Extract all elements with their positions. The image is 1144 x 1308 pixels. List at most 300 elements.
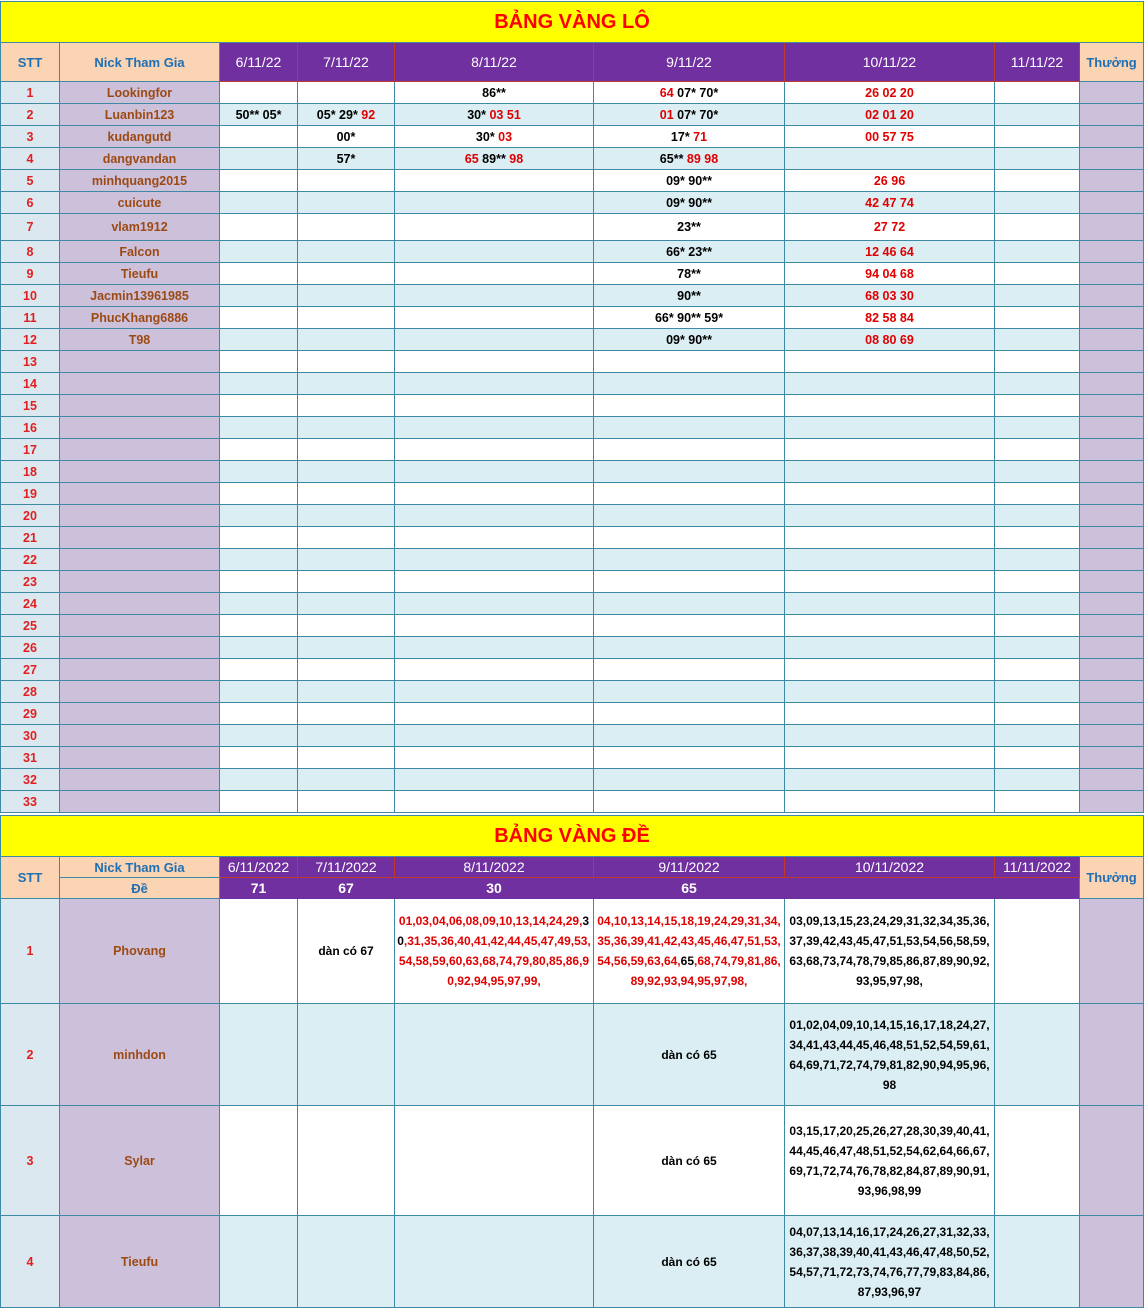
lo-table-row bbox=[1, 104, 1144, 126]
lo-date-cell bbox=[594, 241, 785, 263]
cell-value-segment: 94 04 68 bbox=[865, 266, 914, 281]
cell-value-segment: 00* bbox=[336, 129, 356, 144]
lo-date-cell bbox=[395, 659, 594, 681]
cell-value-segment: 98 bbox=[509, 151, 524, 166]
row-nick bbox=[60, 725, 220, 747]
lo-date-cell bbox=[995, 527, 1080, 549]
lo-date-cell bbox=[395, 285, 594, 307]
row-thuong bbox=[1080, 703, 1144, 725]
lo-date-cell bbox=[395, 791, 594, 813]
lo-date-cell bbox=[785, 395, 995, 417]
cell-value-segment: 92 bbox=[361, 107, 376, 122]
de-header-stt: STT bbox=[1, 857, 60, 899]
cell-value-segment: 64 bbox=[659, 85, 674, 100]
lo-date-cell bbox=[594, 505, 785, 527]
lo-date-cell bbox=[995, 593, 1080, 615]
lo-table-row bbox=[1, 263, 1144, 285]
de-table bbox=[0, 815, 1144, 1308]
cell-value-segment: 09* 90** bbox=[666, 332, 712, 347]
cell-value-segment: 03 51 bbox=[489, 107, 521, 122]
lo-date-cell bbox=[785, 351, 995, 373]
de-table-row bbox=[1, 899, 1144, 1004]
lo-date-cell bbox=[395, 505, 594, 527]
lo-date-cell bbox=[298, 148, 395, 170]
row-nick bbox=[60, 373, 220, 395]
cell-value-segment: 66* 23** bbox=[666, 244, 712, 259]
lo-date-cell bbox=[785, 527, 995, 549]
row-nick: Luanbin123 bbox=[60, 104, 220, 126]
row-thuong bbox=[1080, 483, 1144, 505]
de-header-thuong: Thưởng bbox=[1080, 857, 1144, 899]
lo-table-row bbox=[1, 483, 1144, 505]
lo-table-row bbox=[1, 461, 1144, 483]
cell-value-segment: 09* 90** bbox=[666, 173, 712, 188]
cell-value-segment: 30 bbox=[397, 914, 590, 948]
cell-value-segment: 17* bbox=[670, 129, 694, 144]
lo-date-cell bbox=[594, 769, 785, 791]
lo-table-row bbox=[1, 126, 1144, 148]
cell-value-segment: 00 57 75 bbox=[865, 129, 914, 144]
lo-header-stt: STT bbox=[1, 43, 60, 82]
row-stt: 8 bbox=[1, 241, 60, 263]
lo-date-cell bbox=[785, 791, 995, 813]
lo-date-cell bbox=[395, 725, 594, 747]
row-stt: 9 bbox=[1, 263, 60, 285]
lo-table bbox=[0, 1, 1144, 813]
lo-date-cell bbox=[395, 461, 594, 483]
cell-value-segment: 86** bbox=[482, 85, 506, 100]
lo-date-cell bbox=[220, 192, 298, 214]
lo-date-cell bbox=[785, 263, 995, 285]
lo-date-cell bbox=[594, 417, 785, 439]
lo-date-cell bbox=[395, 527, 594, 549]
lo-date-cell bbox=[298, 241, 395, 263]
row-stt: 20 bbox=[1, 505, 60, 527]
cell-value-segment: 82 58 84 bbox=[865, 310, 914, 325]
lo-table-row bbox=[1, 241, 1144, 263]
row-stt: 29 bbox=[1, 703, 60, 725]
row-thuong bbox=[1080, 351, 1144, 373]
lo-date-cell bbox=[594, 307, 785, 329]
row-nick: Tieufu bbox=[60, 1216, 220, 1308]
row-stt: 3 bbox=[1, 1106, 60, 1216]
lo-date-cell bbox=[594, 192, 785, 214]
de-date-cell bbox=[594, 899, 785, 1004]
de-date-cell bbox=[594, 1004, 785, 1106]
lo-date-cell bbox=[785, 747, 995, 769]
lo-table-row bbox=[1, 527, 1144, 549]
lo-date-cell bbox=[594, 126, 785, 148]
row-thuong bbox=[1080, 725, 1144, 747]
row-nick bbox=[60, 769, 220, 791]
cell-value-segment: 65 bbox=[464, 151, 479, 166]
de-date-cell bbox=[995, 899, 1080, 1004]
de-result-value bbox=[785, 878, 995, 899]
row-nick: cuicute bbox=[60, 192, 220, 214]
row-nick bbox=[60, 593, 220, 615]
lo-date-cell bbox=[220, 439, 298, 461]
row-thuong bbox=[1080, 148, 1144, 170]
lo-date-cell bbox=[395, 82, 594, 104]
lo-date-cell bbox=[220, 681, 298, 703]
lo-date-cell bbox=[995, 351, 1080, 373]
de-date-cell bbox=[298, 899, 395, 1004]
row-thuong bbox=[1080, 899, 1144, 1004]
row-thuong bbox=[1080, 329, 1144, 351]
lo-date-cell bbox=[220, 791, 298, 813]
lo-date-cell bbox=[785, 307, 995, 329]
row-stt: 32 bbox=[1, 769, 60, 791]
cell-value-segment: 68 03 30 bbox=[865, 288, 914, 303]
lo-date-cell bbox=[220, 82, 298, 104]
de-date-cell bbox=[298, 1004, 395, 1106]
de-date-cell bbox=[395, 899, 594, 1004]
cell-value-segment: 89 98 bbox=[686, 151, 719, 166]
lo-date-cell bbox=[395, 148, 594, 170]
lo-date-cell bbox=[785, 104, 995, 126]
de-header-date: 8/11/2022 bbox=[395, 857, 594, 878]
lo-date-cell bbox=[594, 725, 785, 747]
row-nick bbox=[60, 505, 220, 527]
row-thuong bbox=[1080, 527, 1144, 549]
lo-date-cell bbox=[594, 659, 785, 681]
lo-date-cell bbox=[594, 439, 785, 461]
cell-value-segment: 30* bbox=[475, 129, 499, 144]
cell-value-segment: 07* 70* bbox=[673, 85, 719, 100]
lo-date-cell bbox=[220, 373, 298, 395]
row-thuong bbox=[1080, 769, 1144, 791]
lo-date-cell bbox=[594, 214, 785, 241]
row-nick: Lookingfor bbox=[60, 82, 220, 104]
lo-date-cell bbox=[220, 549, 298, 571]
cell-value-segment: 26 02 20 bbox=[865, 85, 914, 100]
lo-date-cell bbox=[995, 104, 1080, 126]
de-header-row bbox=[1, 857, 1144, 878]
cell-value-segment: 23** bbox=[677, 220, 701, 234]
row-thuong bbox=[1080, 214, 1144, 241]
lo-date-cell bbox=[995, 192, 1080, 214]
lo-date-cell bbox=[594, 549, 785, 571]
lo-date-cell bbox=[220, 747, 298, 769]
lo-date-cell bbox=[298, 637, 395, 659]
lo-header-date: 9/11/22 bbox=[594, 43, 785, 82]
de-date-cell bbox=[220, 1004, 298, 1106]
lo-date-cell bbox=[395, 747, 594, 769]
row-nick: minhdon bbox=[60, 1004, 220, 1106]
lo-date-cell bbox=[594, 747, 785, 769]
de-date-cell bbox=[395, 1216, 594, 1308]
row-thuong bbox=[1080, 285, 1144, 307]
lo-date-cell bbox=[785, 659, 995, 681]
lo-date-cell bbox=[395, 439, 594, 461]
lo-table-row bbox=[1, 571, 1144, 593]
row-thuong bbox=[1080, 241, 1144, 263]
de-header-date: 10/11/2022 bbox=[785, 857, 995, 878]
lo-date-cell bbox=[395, 417, 594, 439]
row-stt: 30 bbox=[1, 725, 60, 747]
lo-table-row bbox=[1, 549, 1144, 571]
lo-date-cell bbox=[594, 527, 785, 549]
lo-date-cell bbox=[298, 505, 395, 527]
de-result-value bbox=[995, 878, 1080, 899]
lo-date-cell bbox=[220, 329, 298, 351]
cell-value-segment: 03,09,13,15,23,24,29,31,32,34,35,36,37,39,42,43,45,47,51,53,54,56,58,59,63,68,73,74,78,79,85,86,87,89,90,92,93,95,97,98, bbox=[789, 914, 990, 988]
lo-date-cell bbox=[395, 373, 594, 395]
row-thuong bbox=[1080, 681, 1144, 703]
lo-header-nick: Nick Tham Gia bbox=[60, 43, 220, 82]
lo-date-cell bbox=[785, 703, 995, 725]
lo-date-cell bbox=[785, 615, 995, 637]
lo-date-cell bbox=[594, 170, 785, 192]
de-date-cell bbox=[785, 1106, 995, 1216]
row-stt: 13 bbox=[1, 351, 60, 373]
lo-date-cell bbox=[220, 263, 298, 285]
row-thuong bbox=[1080, 1106, 1144, 1216]
cell-value-segment: 66* 90** 59* bbox=[654, 310, 724, 325]
lo-date-cell bbox=[594, 593, 785, 615]
row-thuong bbox=[1080, 417, 1144, 439]
lo-title: BẢNG VÀNG LÔ bbox=[1, 2, 1144, 43]
de-title: BẢNG VÀNG ĐỀ bbox=[1, 816, 1144, 857]
lo-date-cell bbox=[395, 170, 594, 192]
lo-date-cell bbox=[220, 725, 298, 747]
row-stt: 22 bbox=[1, 549, 60, 571]
lo-date-cell bbox=[395, 483, 594, 505]
cell-value-segment: 03 bbox=[498, 129, 513, 144]
lo-date-cell bbox=[298, 791, 395, 813]
row-stt: 24 bbox=[1, 593, 60, 615]
row-nick bbox=[60, 549, 220, 571]
lo-date-cell bbox=[220, 241, 298, 263]
lo-date-cell bbox=[785, 82, 995, 104]
cell-value-segment: 42 47 74 bbox=[865, 195, 914, 210]
lo-date-cell bbox=[785, 769, 995, 791]
row-stt: 25 bbox=[1, 615, 60, 637]
row-thuong bbox=[1080, 104, 1144, 126]
lo-date-cell bbox=[298, 214, 395, 241]
lo-date-cell bbox=[785, 461, 995, 483]
de-header-date: 9/11/2022 bbox=[594, 857, 785, 878]
lo-date-cell bbox=[594, 791, 785, 813]
row-nick bbox=[60, 637, 220, 659]
row-nick bbox=[60, 395, 220, 417]
row-stt: 3 bbox=[1, 126, 60, 148]
lo-date-cell bbox=[298, 82, 395, 104]
lo-header-row bbox=[1, 43, 1144, 82]
lo-date-cell bbox=[594, 373, 785, 395]
row-nick bbox=[60, 417, 220, 439]
lo-table-row bbox=[1, 373, 1144, 395]
lo-date-cell bbox=[785, 417, 995, 439]
lo-table-row bbox=[1, 769, 1144, 791]
lo-date-cell bbox=[220, 170, 298, 192]
row-stt: 11 bbox=[1, 307, 60, 329]
cell-value-segment: 26 96 bbox=[873, 173, 906, 188]
cell-value-segment: 71 bbox=[693, 129, 708, 144]
lo-table-row bbox=[1, 351, 1144, 373]
lo-date-cell bbox=[298, 439, 395, 461]
lo-date-cell bbox=[298, 126, 395, 148]
de-table-row bbox=[1, 1004, 1144, 1106]
lo-date-cell bbox=[298, 417, 395, 439]
row-nick: vlam1912 bbox=[60, 214, 220, 241]
row-stt: 1 bbox=[1, 82, 60, 104]
de-table-row bbox=[1, 1216, 1144, 1308]
row-nick: Jacmin13961985 bbox=[60, 285, 220, 307]
lo-date-cell bbox=[298, 769, 395, 791]
de-header-date: 7/11/2022 bbox=[298, 857, 395, 878]
lo-date-cell bbox=[220, 148, 298, 170]
lo-date-cell bbox=[995, 170, 1080, 192]
row-stt: 18 bbox=[1, 461, 60, 483]
lo-date-cell bbox=[785, 126, 995, 148]
row-thuong bbox=[1080, 373, 1144, 395]
lo-table-row bbox=[1, 637, 1144, 659]
lo-date-cell bbox=[995, 263, 1080, 285]
lo-date-cell bbox=[785, 571, 995, 593]
cell-value-segment: 01 bbox=[659, 107, 674, 122]
row-stt: 33 bbox=[1, 791, 60, 813]
row-stt: 15 bbox=[1, 395, 60, 417]
lo-table-row bbox=[1, 725, 1144, 747]
lo-date-cell bbox=[298, 461, 395, 483]
lo-date-cell bbox=[594, 82, 785, 104]
lo-table-row bbox=[1, 307, 1144, 329]
row-stt: 27 bbox=[1, 659, 60, 681]
lo-header-date: 7/11/22 bbox=[298, 43, 395, 82]
lo-date-cell bbox=[785, 637, 995, 659]
row-nick bbox=[60, 703, 220, 725]
row-stt: 31 bbox=[1, 747, 60, 769]
lo-date-cell bbox=[785, 214, 995, 241]
de-table-row bbox=[1, 1106, 1144, 1216]
row-stt: 28 bbox=[1, 681, 60, 703]
row-nick bbox=[60, 659, 220, 681]
lo-table-row bbox=[1, 395, 1144, 417]
lo-header-date: 11/11/22 bbox=[995, 43, 1080, 82]
lo-header-date: 10/11/22 bbox=[785, 43, 995, 82]
row-thuong bbox=[1080, 549, 1144, 571]
cell-value-segment: 03,15,17,20,25,26,27,28,30,39,40,41,44,45,46,47,48,51,52,54,62,64,66,67,69,71,72,74,76,78,82,84,87,89,90,91,93,96,98,99 bbox=[789, 1123, 990, 1198]
de-header-date: 6/11/2022 bbox=[220, 857, 298, 878]
row-stt: 14 bbox=[1, 373, 60, 395]
lo-date-cell bbox=[395, 104, 594, 126]
lo-table-row bbox=[1, 285, 1144, 307]
lo-date-cell bbox=[298, 307, 395, 329]
row-nick bbox=[60, 747, 220, 769]
row-stt: 12 bbox=[1, 329, 60, 351]
lo-date-cell bbox=[995, 549, 1080, 571]
cell-value-segment: 02 01 20 bbox=[865, 107, 914, 122]
de-date-cell bbox=[995, 1004, 1080, 1106]
cell-value-segment: dàn có 65 bbox=[661, 1153, 717, 1168]
de-result-value: 71 bbox=[220, 878, 298, 899]
lo-date-cell bbox=[785, 329, 995, 351]
lo-date-cell bbox=[220, 395, 298, 417]
lo-date-cell bbox=[594, 615, 785, 637]
row-stt: 6 bbox=[1, 192, 60, 214]
de-result-value: 30 bbox=[395, 878, 594, 899]
row-stt: 10 bbox=[1, 285, 60, 307]
row-nick bbox=[60, 439, 220, 461]
lo-date-cell bbox=[298, 170, 395, 192]
lo-date-cell bbox=[298, 659, 395, 681]
cell-value-segment: 04,07,13,14,16,17,24,26,27,31,32,33,36,37,38,39,40,41,43,46,47,48,50,52,54,57,71,72,73,74,76,77,79,83,84,86,87,93,96,97 bbox=[789, 1224, 990, 1299]
lo-date-cell bbox=[395, 637, 594, 659]
lo-date-cell bbox=[298, 615, 395, 637]
row-thuong bbox=[1080, 439, 1144, 461]
row-stt: 21 bbox=[1, 527, 60, 549]
row-nick bbox=[60, 483, 220, 505]
row-nick bbox=[60, 791, 220, 813]
row-nick bbox=[60, 461, 220, 483]
de-date-cell bbox=[594, 1216, 785, 1308]
de-date-cell bbox=[395, 1004, 594, 1106]
lo-date-cell bbox=[594, 395, 785, 417]
row-thuong bbox=[1080, 461, 1144, 483]
cell-value-segment: 65 bbox=[680, 954, 695, 968]
lo-date-cell bbox=[995, 373, 1080, 395]
cell-value-segment: 65** bbox=[659, 151, 687, 166]
lo-date-cell bbox=[785, 148, 995, 170]
lo-date-cell bbox=[995, 637, 1080, 659]
de-date-cell bbox=[594, 1106, 785, 1216]
row-thuong bbox=[1080, 192, 1144, 214]
lo-date-cell bbox=[594, 104, 785, 126]
row-stt: 2 bbox=[1, 1004, 60, 1106]
row-thuong bbox=[1080, 505, 1144, 527]
lo-date-cell bbox=[785, 483, 995, 505]
lo-date-cell bbox=[995, 791, 1080, 813]
lo-date-cell bbox=[395, 214, 594, 241]
cell-value-segment: 50** 05* bbox=[235, 107, 282, 122]
row-thuong bbox=[1080, 593, 1144, 615]
lo-table-row bbox=[1, 659, 1144, 681]
lo-date-cell bbox=[220, 505, 298, 527]
lo-date-cell bbox=[785, 170, 995, 192]
lo-date-cell bbox=[395, 351, 594, 373]
lo-table-row bbox=[1, 747, 1144, 769]
row-nick: T98 bbox=[60, 329, 220, 351]
lo-date-cell bbox=[220, 593, 298, 615]
cell-value-segment: 08 80 69 bbox=[865, 332, 914, 347]
lo-table-row bbox=[1, 148, 1144, 170]
lo-date-cell bbox=[995, 82, 1080, 104]
row-nick: Falcon bbox=[60, 241, 220, 263]
lo-table-row bbox=[1, 593, 1144, 615]
lo-date-cell bbox=[220, 285, 298, 307]
row-thuong bbox=[1080, 791, 1144, 813]
lo-date-cell bbox=[298, 483, 395, 505]
row-stt: 17 bbox=[1, 439, 60, 461]
lo-date-cell bbox=[594, 483, 785, 505]
lo-date-cell bbox=[995, 126, 1080, 148]
row-stt: 2 bbox=[1, 104, 60, 126]
lo-table-row bbox=[1, 703, 1144, 725]
row-thuong bbox=[1080, 307, 1144, 329]
lo-date-cell bbox=[785, 241, 995, 263]
lo-table-row bbox=[1, 505, 1144, 527]
lo-date-cell bbox=[594, 351, 785, 373]
de-result-value: 65 bbox=[594, 878, 785, 899]
row-stt: 4 bbox=[1, 148, 60, 170]
lo-date-cell bbox=[785, 681, 995, 703]
lo-date-cell bbox=[995, 417, 1080, 439]
lo-date-cell bbox=[785, 549, 995, 571]
lo-date-cell bbox=[298, 747, 395, 769]
lo-date-cell bbox=[995, 659, 1080, 681]
cell-value-segment: 89** bbox=[478, 151, 510, 166]
